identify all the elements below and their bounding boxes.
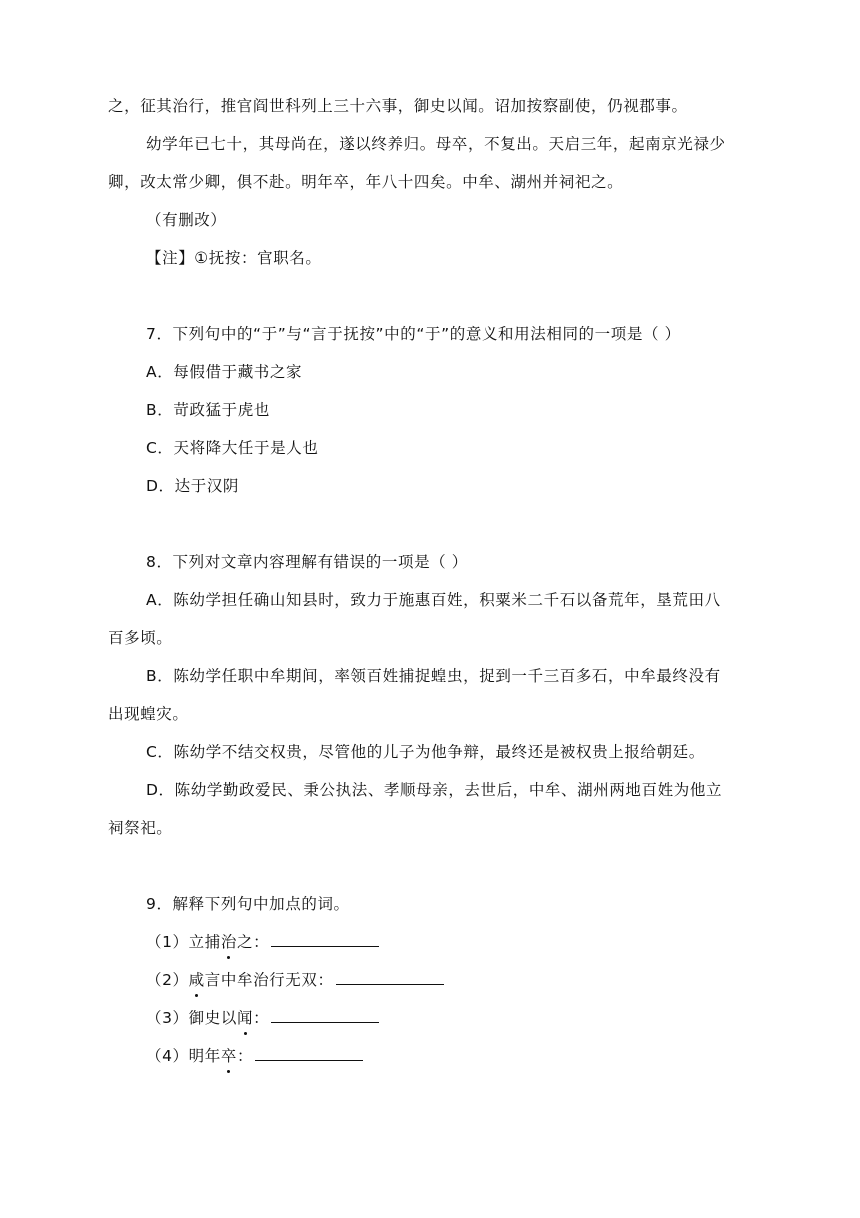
q9-item-2-answer-blank[interactable] [336,970,444,985]
passage-line-1: 之，征其治行，推官阎世科列上三十六事，御史以闻。诏加按察副使，仍视郡事。 [108,97,688,115]
q9-item-4-suffix: ： [236,1047,254,1065]
q9-item-3 [146,1008,379,1028]
q9-item-1-answer-blank[interactable] [271,932,379,947]
q7-option-b: B．苛政猛于虎也 [146,401,270,419]
q9-item-2-prefix: （2） [146,971,189,989]
passage-line-2: 幼学年已七十，其母尚在，遂以终养归。母卒，不复出。天启三年，起南京光禄少 [146,135,726,153]
q8-option-d-line-1: D．陈幼学勤政爱民、秉公执法、孝顺母亲，去世后，中牟、湖州两地百姓为他立 [146,781,723,799]
q9-item-4-answer-blank[interactable] [255,1046,363,1061]
q9-item-1-prefix: （1）立捕 [146,933,221,951]
q9-item-3-answer-blank[interactable] [271,1008,379,1023]
q7-option-c: C．天将降大任于是人也 [146,439,319,457]
q8-option-b-line-1: B．陈幼学任职中牟期间，率领百姓捕捉蝗虫，捉到一千三百多石，中牟最终没有 [146,667,721,685]
source-note: （有删改） [146,211,227,229]
q9-item-2-dotted-word: 咸 [188,971,205,989]
q9-item-4 [146,1046,363,1066]
q8-stem: 8．下列对文章内容理解有错误的一项是（ ） [146,553,468,571]
annotation-note: 【注】①抚按：官职名。 [146,249,322,267]
q7-option-a: A．每假借于藏书之家 [146,363,303,381]
q9-item-4-dotted-word: 卒 [220,1047,237,1065]
q8-option-a-line-2: 百多顷。 [108,629,173,647]
q9-stem: 9．解释下列句中加点的词。 [146,895,350,913]
q8-option-a-line-1: A．陈幼学担任确山知县时，致力于施惠百姓，积粟米二千石以备荒年，垦荒田八 [146,591,721,609]
q7-stem: 7．下列句中的“于”与“言于抚按”中的“于”的意义和用法相同的一项是（ ） [146,325,681,343]
q9-item-2 [146,970,444,990]
q9-item-4-prefix: （4）明年 [146,1047,221,1065]
passage-line-3: 卿，改太常少卿，俱不赴。明年卒，年八十四矣。中牟、湖州并祠祀之。 [108,173,624,191]
q7-option-d: D．达于汉阴 [146,477,240,495]
q8-option-b-line-2: 出现蝗灾。 [108,705,189,723]
q9-item-1-dotted-word: 治 [220,933,237,951]
q9-item-3-suffix: ： [253,1009,270,1027]
q8-option-c: C．陈幼学不结交权贵，尽管他的儿子为他争辩，最终还是被权贵上报给朝廷。 [146,743,705,761]
q8-option-d-line-2: 祠祭祀。 [108,819,173,837]
q9-item-3-prefix: （3）御史以 [146,1009,237,1027]
q9-item-1-suffix: 之： [236,933,270,951]
q9-item-1 [146,932,379,952]
q9-item-2-suffix: 言中牟治行无双： [204,971,334,989]
q9-item-3-dotted-word: 闻 [236,1009,254,1027]
